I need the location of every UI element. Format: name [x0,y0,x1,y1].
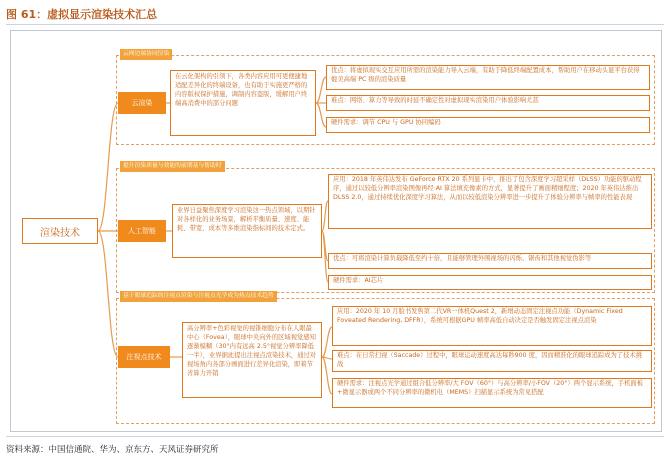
footer-divider [6,436,664,437]
tech-node-foveated [118,346,170,368]
info-application-foveated: 应用：2020 年 10 月脸书发售第二代VR一体机Quest 2，新增动态固定注视点功能（Dynamic Fixed Foveated Rendering, DFFR），系统可根据GPU 帧率高低自动决定是否触发固定注视点渲染 [332,306,652,346]
tech-label: 云渲染 [131,99,153,107]
tech-label: 人工智能 [128,227,156,235]
section-tag-cloud: 云网边端协同渲染 [120,49,172,60]
info-hardware-cloud: 硬件需求：调节 CPU 与 GPU 协同编码 [326,117,650,133]
info-hardware-foveated: 硬件需求：注视点光学通过组合低分辨率/大 FOV（60°）与高分辨率/小FOV（20°）两个显示系统，手机面板+微显示器或两个不同分辨率的微机电（MEMS）扫描显示系统为常见搭配 [332,378,652,408]
root-node [22,218,98,244]
desc-box-ai: 业界日益聚焦深度学习渲染这一热点领域，以期针对各样化的业务场景，解析平衡质量、速度、能耗、带宽、成本等多维渲染指标间的技术定式。 [172,204,322,258]
desc-box-foveated: 高分辨率+色彩视觉的视锥细胞分布在人眼最中心（Fovea），眼球中央向外的区域视觉感知逐渐模糊（30°内有远高 2.5°视觉分辨率降低一半），业界据此提出注视点渲染技术，通过对视场角内各部分画面进行差异化渲染，即着节省算力开销 [182,322,322,398]
info-difficulty-foveated: 难点：在日常扫视（Saccade）过程中，眼球运动速度高达每秒900 度，因而精准化的眼球追踪成为了技术挑战 [332,350,652,372]
tech-node-ai [118,220,166,242]
tech-label: 注视点技术 [126,353,162,361]
info-advantage-ai: 优点：可将渲染计算负载降低至约十倍，且能够管理外围视场的闪烁、锯齿和其他视觉伪影等 [328,253,652,269]
root-link-1 [98,103,118,231]
info-difficulty-cloud: 难点：网络、算力等导致的时延不确定性对虚拟现实渲染用户体验影响尤甚 [326,95,650,111]
info-advantage-cloud: 优点：将虚拟现实交互应用所需的渲染能力导入云端，有助于降低终端配置成本，帮助用户在移动头显平台获得媲美高端 PC 级的渲染质量 [326,65,650,90]
source-note: 资料来源：中国信通院、华为、京东方、天风证券研究所 [6,445,219,455]
info-hardware-ai: 硬件需求：AI芯片 [328,275,652,290]
info-application-ai: 应用：2018 年英伟达发布 GeForce RTX 20 系列显卡中，推出了包含深度学习超采样（DLSS）功能的驱动程序，通过以较低分辨率渲染图像再经 AI 算法填充像素的方式，显著提升了画面精细程度；2020 年英伟达推出 DLSS 2.0，通过持续优化深度学习算法，从而以较低渲染分辨率进一步提升了体验分辨率与帧率的性能表现 [328,174,652,229]
root-link-3 [98,231,118,357]
figure-title: 图 61：虚拟显示渲染技术汇总 [6,8,158,21]
root-label: 渲染技术 [40,227,80,239]
section-tag-foveated: 基于眼球追踪的注视点渲染与注视点光学成为热点技术趋势 [120,291,277,302]
section-tag-ai: 提升渲染质量与效能的前期基与帮助时 [120,161,225,172]
tech-node-cloud [118,92,166,114]
desc-box-cloud: 在云化架构的引领下，各类内容应用可更便捷地适配差异化的终端设备，也有助于实施更严格的内容版权保护措施，调制内容盗版，缓解用户终端高消费中的部分问题 [170,70,316,136]
